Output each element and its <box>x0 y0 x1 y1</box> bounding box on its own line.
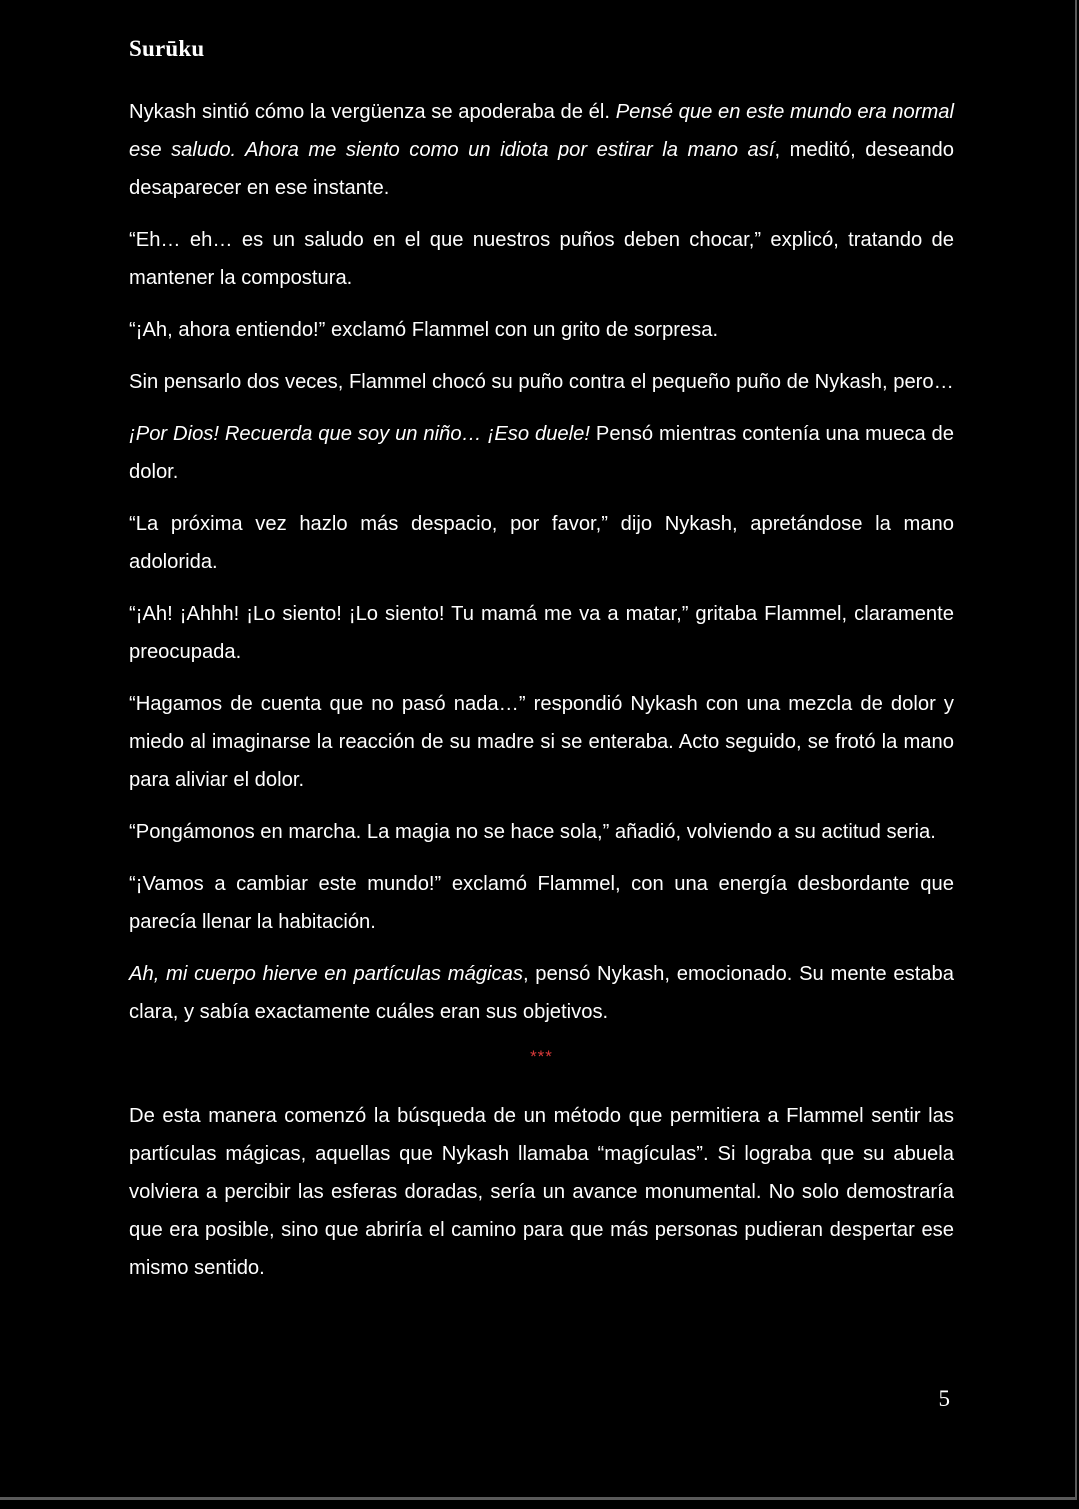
page-number: 5 <box>938 1386 950 1411</box>
paragraph: Sin pensarlo dos veces, Flammel chocó su puño contra el pequeño puño de Nykash, pero… <box>129 371 954 393</box>
paragraph: Nykash sintió cómo la vergüenza se apoderaba de él. Pensé que en este mundo era normal ese saludo. Ahora me siento como un idiota por estirar la mano así, meditó, deseando desaparecer en ese instante. <box>129 101 954 199</box>
scene-break-separator: *** <box>530 1047 553 1066</box>
paragraph: “Eh… eh… es un saludo en el que nuestros puños deben chocar,” explicó, tratando de mantener la compostura. <box>129 229 954 289</box>
paragraph: “Pongámonos en marcha. La magia no se hace sola,” añadió, volviendo a su actitud seria. <box>129 821 936 843</box>
chapter-body <box>129 93 954 1301</box>
paragraph: Ah, mi cuerpo hierve en partículas mágicas, pensó Nykash, emocionado. Su mente estaba clara, y sabía exactamente cuáles eran sus objetivos. <box>129 963 954 1023</box>
paragraph: “Hagamos de cuenta que no pasó nada…” respondió Nykash con una mezcla de dolor y miedo al imaginarse la reacción de su madre si se enteraba. Acto seguido, se frotó la mano para aliviar el dolor. <box>129 693 954 791</box>
paragraph: ¡Por Dios! Recuerda que soy un niño… ¡Eso duele! Pensó mientras contenía una mueca de dolor. <box>129 423 955 483</box>
paragraph: “¡Ah! ¡Ahhh! ¡Lo siento! ¡Lo siento! Tu mamá me va a matar,” gritaba Flammel, claramente preocupada. <box>129 603 954 663</box>
paragraph: “La próxima vez hazlo más despacio, por favor,” dijo Nykash, apretándose la mano adolorida. <box>129 513 954 573</box>
paragraph: “¡Ah, ahora entiendo!” exclamó Flammel con un grito de sorpresa. <box>129 319 719 341</box>
paragraph: “¡Vamos a cambiar este mundo!” exclamó Flammel, con una energía desbordante que parecía llenar la habitación. <box>129 873 954 933</box>
running-header-title: Surūku <box>129 36 205 61</box>
paragraph: De esta manera comenzó la búsqueda de un método que permitiera a Flammel sentir las partículas mágicas, aquellas que Nykash llamaba “magículas”. Si lograba que su abuela volviera a percibir las esferas doradas, sería un avance monumental. No solo demostraría que era posible, sino que abriría el camino para que más personas pudieran despertar ese mismo sentido. <box>129 1105 954 1279</box>
